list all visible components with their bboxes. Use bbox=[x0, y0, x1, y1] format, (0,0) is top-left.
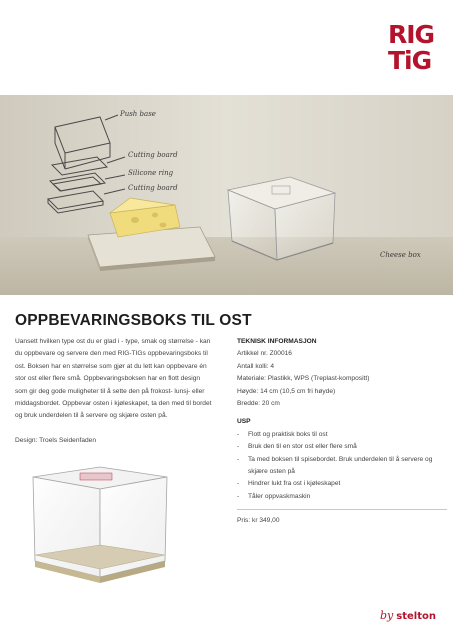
hero-product-photo bbox=[0, 95, 453, 295]
sketch-label-top: Push base bbox=[120, 110, 156, 118]
description-line: som gir deg gode muligheter til å sette den på frokost- lunsj- eller bbox=[15, 387, 205, 395]
stelton-footer-logo bbox=[380, 609, 436, 622]
usp-item: - Bruk den til en stor ost eller flere små bbox=[237, 441, 447, 453]
description-line: middagsbordet. Oppbevar osten i kjøleskapet, ta den med til bordet bbox=[15, 400, 212, 408]
tech-line: Antall kolli: 4 bbox=[237, 362, 275, 370]
tech-line: Bredde: 20 cm bbox=[237, 400, 280, 408]
rig-tig-logo bbox=[388, 20, 440, 76]
usp-item: - Flott og praktisk boks til ost bbox=[237, 429, 447, 441]
usp-item: - Ta med boksen til spisebordet. Bruk underdelen til å servere og skjære osten på bbox=[237, 454, 447, 479]
divider bbox=[237, 509, 447, 510]
designer-credit: Design: Troels Seidenfaden bbox=[15, 437, 97, 445]
usp-list bbox=[237, 429, 447, 503]
page-title: OPPBEVARINGSBOKS TIL OST bbox=[15, 312, 252, 329]
description-column bbox=[15, 336, 230, 448]
description-line: du oppbevare og servere den med RIG-TIGs oppbevaringsboks til bbox=[15, 350, 208, 358]
description-line: stor ost eller flere små. Oppbevaringsboksen har en flott design bbox=[15, 375, 201, 383]
footer-by: by bbox=[380, 609, 394, 622]
tech-line: Artikkel nr. Z00016 bbox=[237, 350, 292, 358]
usp-heading: USP bbox=[237, 418, 251, 426]
tech-line: Høyde: 14 cm (10,5 cm fri høyde) bbox=[237, 387, 336, 395]
sketch-label-bottom: Cutting board bbox=[128, 184, 178, 192]
tech-info-column bbox=[237, 336, 447, 528]
footer-brand: stelton bbox=[396, 611, 436, 622]
usp-item: - Tåler oppvaskmaskin bbox=[237, 491, 447, 503]
sketch-label-box: Cheese box bbox=[380, 251, 421, 259]
tech-line: Materiale: Plastikk, WPS (Treplast-kompositt) bbox=[237, 375, 370, 383]
logo-line-2: TiG bbox=[388, 46, 432, 75]
description-line: og bruk underdelen til å servere og skjære osten på. bbox=[15, 412, 168, 420]
price: Pris: kr 349,00 bbox=[237, 517, 280, 525]
tech-heading: TEKNISK INFORMASJON bbox=[237, 338, 317, 345]
description-line: ost. Boksen har en størrelse som gjør at du lett kan oppbevare én bbox=[15, 362, 207, 370]
product-box-photo bbox=[25, 465, 175, 590]
usp-item: - Hindrer lukt fra ost i kjøleskapet bbox=[237, 478, 447, 490]
sketch-label-lower: Silicone ring bbox=[128, 169, 174, 177]
logo-line-1: RIG bbox=[388, 20, 435, 49]
description-line: Uansett hvilken type ost du er glad i - type, smak og størrelse - kan bbox=[15, 338, 211, 345]
sketch-label-middle: Cutting board bbox=[128, 151, 178, 159]
